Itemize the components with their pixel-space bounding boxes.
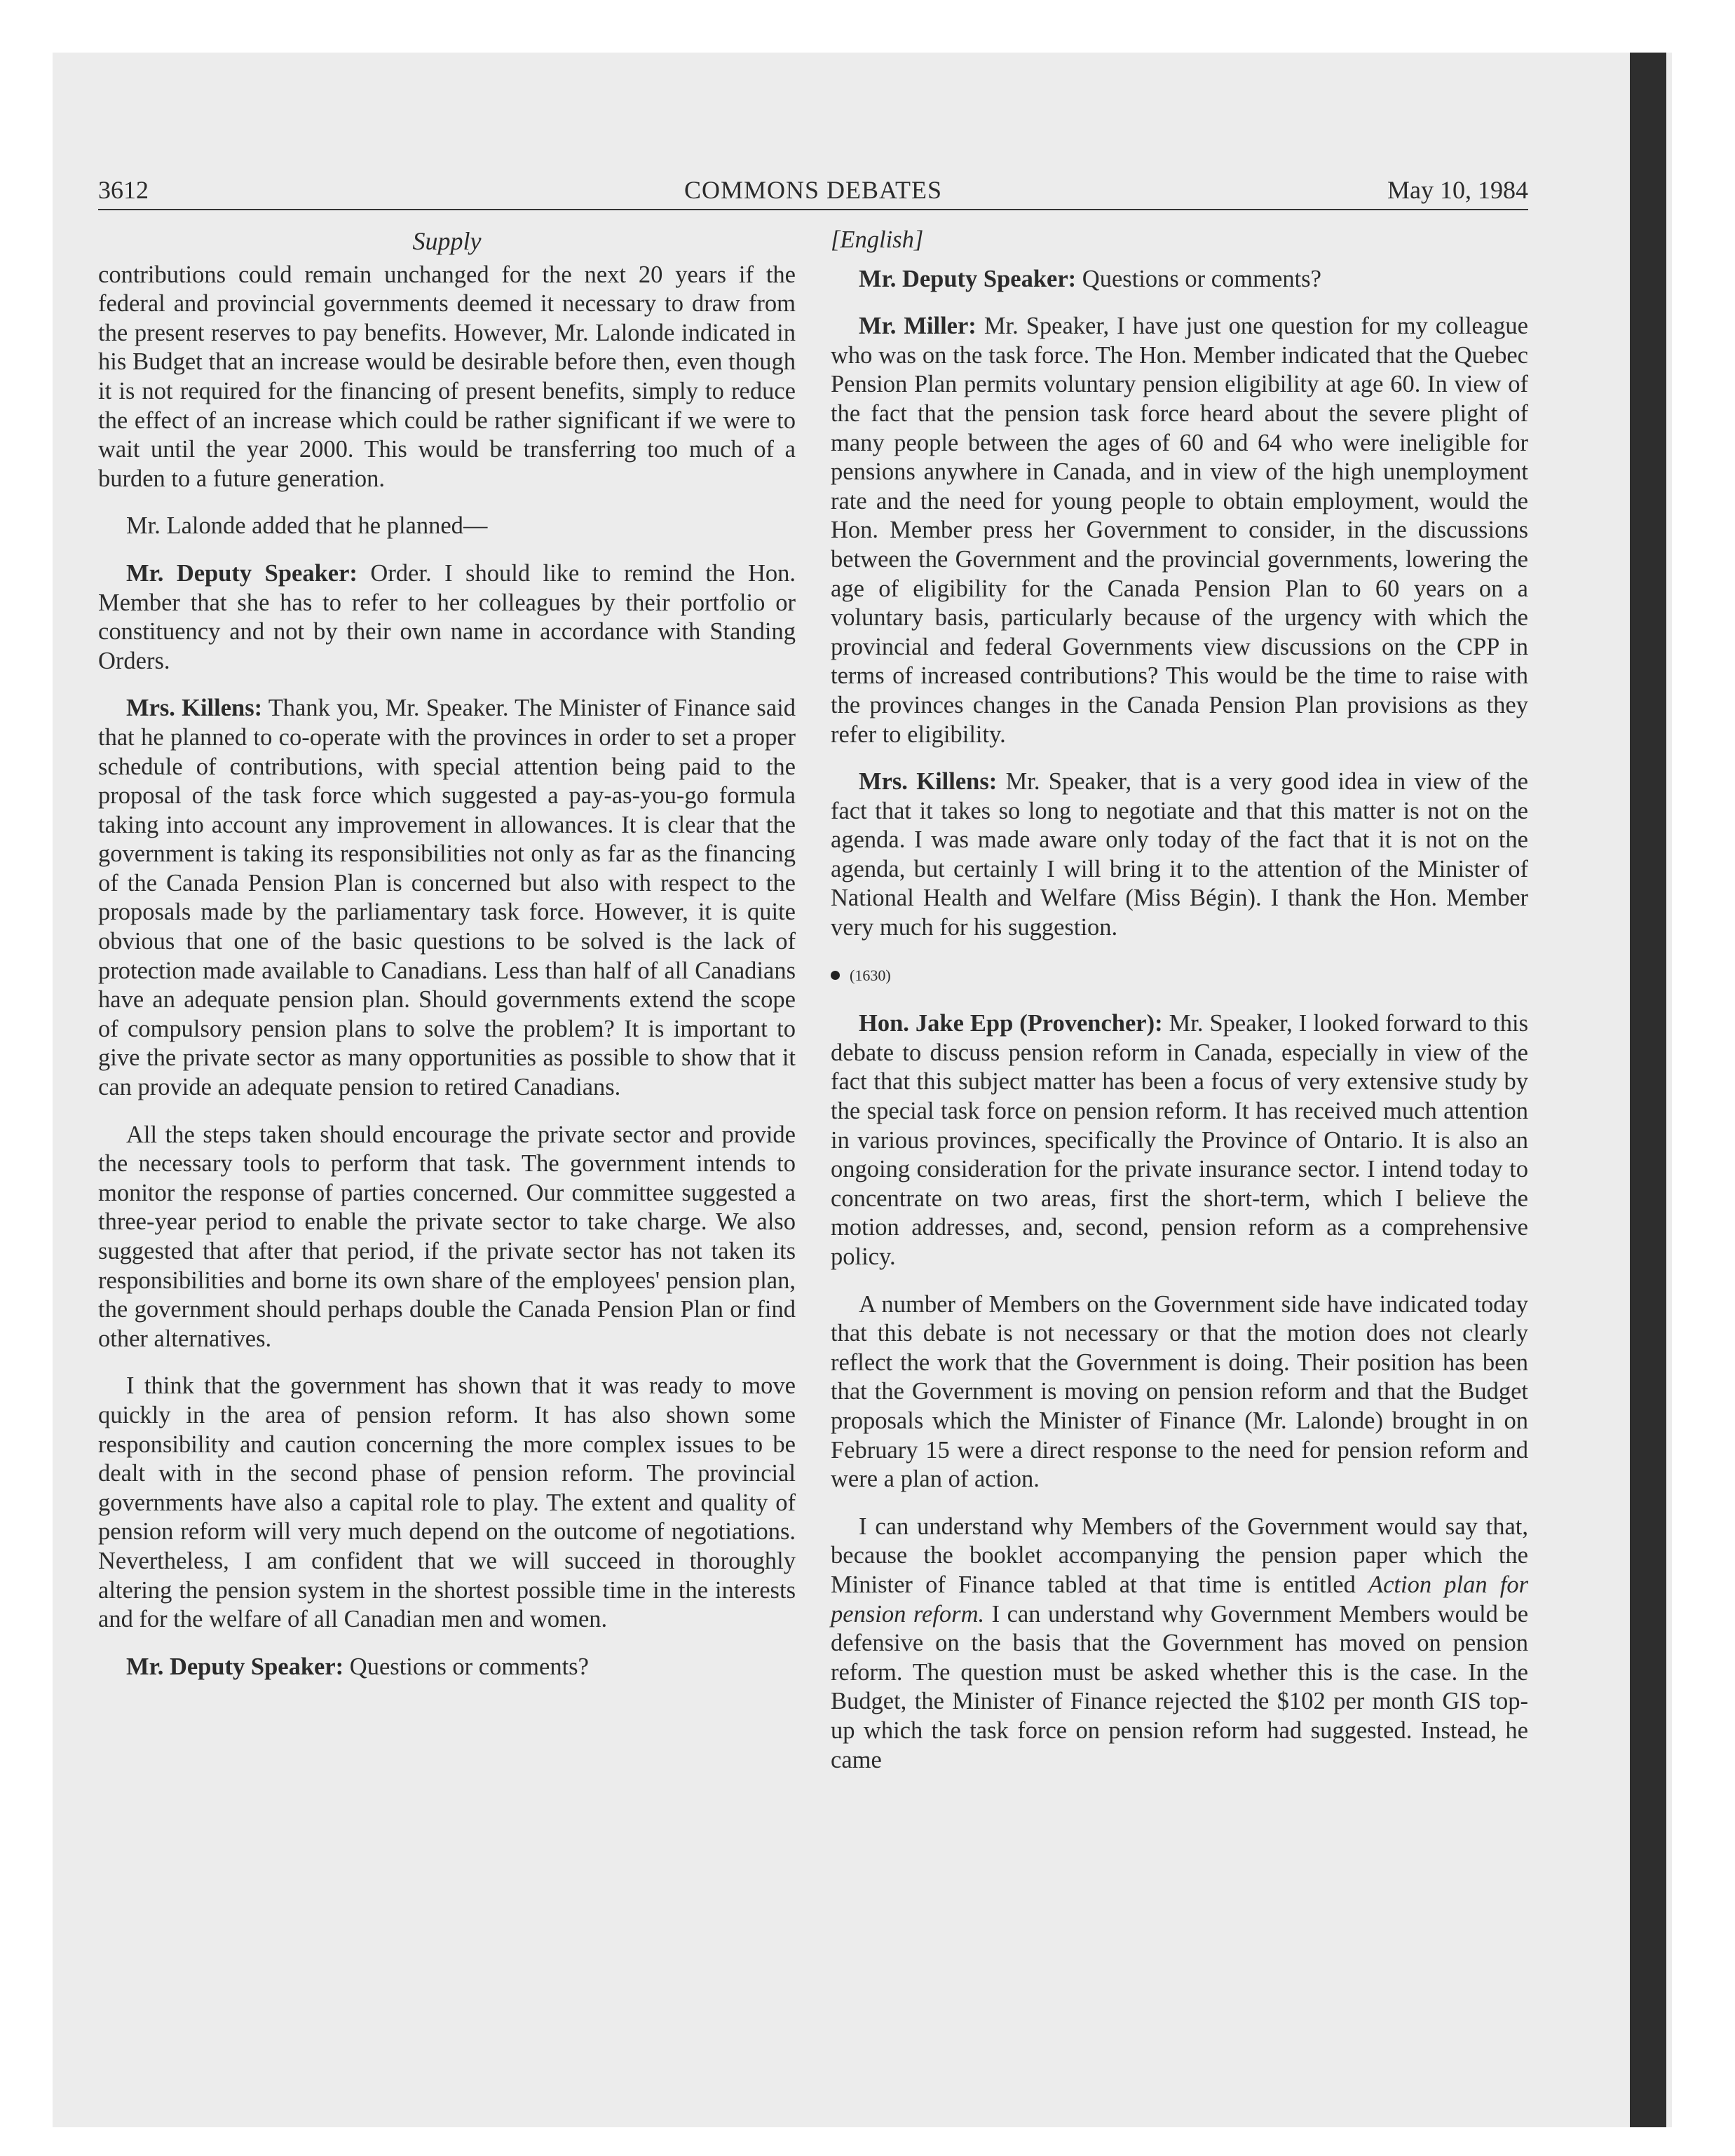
speaker-name: Mr. Miller: [859, 313, 977, 340]
speech-text: Questions or comments? [1082, 265, 1321, 292]
speaker-name: Mr. Deputy Speaker: [126, 559, 358, 587]
page-header [98, 174, 1528, 210]
right-column [831, 226, 1528, 1793]
speaker-name: Mrs. Killens: [126, 695, 263, 722]
document-title-ref: Action plan for pension reform. [831, 1571, 1529, 1628]
speech-text: Order. I should like to remind the Hon. Member that she has to refer to her colleagues by their portfolio or constituency and not by their own name in accordance with Standing Orders. [98, 559, 796, 674]
scan-edge-bar [1630, 53, 1666, 2127]
speech-paragraph [98, 559, 796, 676]
speech-text: Thank you, Mr. Speaker. The Minister of Finance said that he planned to co-operate with the provinces in order to set a proper schedule of contributions, with special attention being paid to the proposal of the task force which suggested a pay-as-you-go formula taking into account any improvement in allowances. It is clear that the government is taking its responsibilities not only as far as the financing of the Canada Pension Plan is concerned but also with respect to the proposals made by the parliamentary task force. However, it is quite obvious that one of the basic questions to be solved is the lack of protection made available to Canadians. Less than half of all Canadians have an adequate pension plan. Should governments extend the scope of compulsory pension plans to solve the problem? It is important to give the private sector as many opportunities as possible to show that it can provide an adequate pension to retired Canadians. [98, 695, 796, 1101]
paragraph-text: I can understand why Government Members would be defensive on the basis that the Government has moved on pension reform. The question must be asked whether this is the case. In the Budget, the Minister of Finance rejected the $102 per month GIS top-up which the task force on pension reform had suggested. Instead, he came [831, 1600, 1529, 1773]
bullet-icon [831, 971, 840, 980]
publication-title: COMMONS DEBATES [683, 176, 943, 204]
paragraph: A number of Members on the Government side have indicated today that this debate is not necessary or that the motion does not clearly reflect the work that the Government is doing. Their position has been that the Government is moving on pension reform and that the Budget proposals which the Minister of Finance (Mr. Lalonde) brought in on February 15 were a direct response to the need for pension reform and were a plan of action. [831, 1290, 1528, 1493]
speech-text: Questions or comments? [349, 1653, 589, 1680]
speech-paragraph [831, 767, 1528, 943]
speaker-name: Hon. Jake Epp (Provencher): [859, 1010, 1163, 1037]
paragraph: contributions could remain unchanged for the next 20 years if the federal and provincial governments deemed it necessary to draw from the present reserves to pay benefits. However, Mr. Lalonde indicated in his Budget that an increase would be desirable before then, even though it is not required for the financing of present benefits, simply to reduce the effect of an increase which could be rather significant if we were to wait until the year 2000. This would be transferring too much of a burden to a future generation. [98, 261, 796, 492]
speech-text: Mr. Speaker, I have just one question for my colleague who was on the task force. The Hon. Member indicated that the Quebec Pension Plan permits voluntary pension eligibility at age 60. In view of the fact that the pension task force heard about the severe plight of many people between the ages of 60 and 64 who were ineligible for pensions anywhere in Canada, and in view of the high unemployment rate and the need for young people to obtain employment, would the Hon. Member press her Government to consider, in the discussions between the Government and the provincial governments, lowering the age of eligibility for the Canada Pension Plan to 60 years on a voluntary basis, particularly because of the urgency with which the provincial and federal Governments view discussions on the CPP in terms of increased contributions? This would be the time to raise with the provinces changes in the Canada Pension Plan provisions as they refer to eligibility. [831, 313, 1528, 748]
time-marker-text: (1630) [850, 966, 891, 984]
paragraph: All the steps taken should encourage the private sector and provide the necessary tools to perform that task. The government intends to monitor the response of parties concerned. Our committee suggested a three-year period to enable the private sector to take charge. We also suggested that after that period, if the private sector has not taken its responsibilities and borne its own share of the employees' pension plan, the government should perhaps double the Canada Pension Plan or find other alternatives. [98, 1121, 796, 1352]
speech-paragraph [98, 694, 796, 1102]
speech-text: Mr. Speaker, I looked forward to this debate to discuss pension reform in Canada, especially in view of the fact that this subject matter has been a focus of very extensive study by the special task force on pension reform. It has received much attention in various provinces, specifically the Province of Ontario. It is also an ongoing consideration for the private insurance sector. I intend today to concentrate on two areas, first the short-term, which I believe the motion addresses, and, second, pension reform as a comprehensive policy. [831, 1010, 1528, 1270]
speech-paragraph [831, 265, 1528, 294]
left-column [98, 226, 796, 1700]
speech-paragraph [831, 312, 1528, 749]
page-date: May 10, 1984 [1387, 176, 1528, 204]
paragraph: Mr. Lalonde added that he planned— [126, 512, 488, 540]
language-marker: [English] [831, 226, 924, 253]
time-marker [831, 961, 1528, 990]
paragraph: I think that the government has shown that it was ready to move quickly in the area of pension reform. It has also shown some responsibility and caution concerning the more complex issues to be dealt with in the second phase of pension reform. The provincial governments have also a capital role to play. The extent and quality of pension reform will very much depend on the outcome of negotiations. Nevertheless, I am confident that we will succeed in thoroughly altering the pension system in the shortest possible time in the interests and for the welfare of all Canadian men and women. [98, 1372, 796, 1633]
paragraph-with-title [831, 1513, 1528, 1775]
speech-paragraph [98, 1653, 796, 1682]
speech-paragraph [831, 1009, 1528, 1271]
paragraph-text: I can understand why Members of the Government would say that, because the booklet accompanying the pension paper which the Minister of Finance tabled at that time is entitled [831, 1513, 1528, 1598]
speaker-name: Mr. Deputy Speaker: [126, 1653, 344, 1680]
speech-text: Mr. Speaker, that is a very good idea in view of the fact that it takes so long to negotiate and that this matter is not on the agenda. I was made aware only today of the fact that it is not on the agenda, but certainly I will bring it to the attention of the Minister of National Health and Welfare (Miss Bégin). I thank the Hon. Member very much for his suggestion. [831, 768, 1528, 941]
speaker-name: Mrs. Killens: [859, 768, 998, 796]
section-heading: Supply [412, 227, 482, 255]
speaker-name: Mr. Deputy Speaker: [859, 265, 1077, 292]
page-number: 3612 [98, 176, 149, 204]
